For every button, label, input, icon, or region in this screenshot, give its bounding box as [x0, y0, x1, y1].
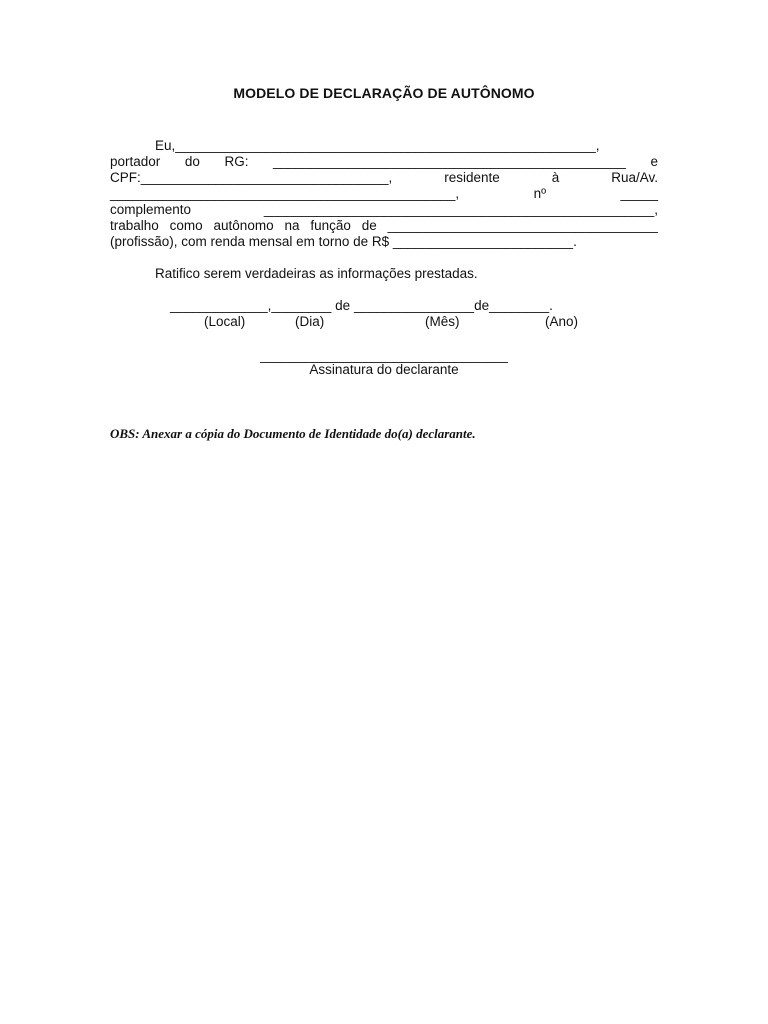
word: RG:: [224, 154, 249, 169]
observation-note: OBS: Anexar a cópia do Documento de Identidade do(a) declarante.: [110, 426, 476, 441]
month-label: (Mês): [425, 314, 460, 329]
word: como: [169, 218, 203, 233]
word: função: [310, 218, 351, 233]
declaration-line-3: [110, 170, 658, 186]
declaration-line-5: [110, 202, 658, 218]
declaration-line-4: [110, 186, 658, 202]
date-place-line: _____________,________ de ________________de________.: [170, 298, 553, 313]
signature-line: _________________________________: [260, 348, 508, 363]
word: nº: [533, 186, 547, 201]
word: e: [650, 154, 658, 169]
day-label: (Dia): [295, 314, 325, 329]
word: na: [284, 218, 300, 233]
word: trabalho: [110, 218, 159, 233]
local-label: (Local): [204, 314, 246, 329]
signature-label: Assinatura do declarante: [309, 362, 459, 377]
number-blank: _____: [620, 186, 658, 201]
word: complemento: [110, 202, 192, 217]
word: do: [184, 154, 200, 169]
declaration-line-1: Eu,________________________________________________________,: [155, 138, 600, 153]
declaration-line-6: [110, 218, 658, 234]
address-blank: ______________________________________________,: [110, 186, 460, 201]
word: autônomo: [213, 218, 274, 233]
word: à: [551, 170, 560, 185]
word: residente: [444, 170, 500, 185]
complement-blank: ____________________________________________________,: [263, 202, 658, 217]
word: Rua/Av.: [611, 170, 658, 185]
word: portador: [110, 154, 161, 169]
rg-blank: _______________________________________________: [273, 154, 626, 169]
document-title: MODELO DE DECLARAÇÃO DE AUTÔNOMO: [233, 85, 535, 101]
cpf-blank: CPF:_________________________________,: [110, 170, 393, 185]
declaration-line-2: [110, 154, 658, 170]
profession-blank: ____________________________________: [387, 218, 658, 233]
ratify-statement: Ratifico serem verdadeiras as informações prestadas.: [155, 266, 478, 281]
year-label: (Ano): [545, 314, 579, 329]
declaration-line-7: (profissão), com renda mensal em torno de R$ ________________________.: [110, 234, 577, 249]
word: de: [361, 218, 377, 233]
